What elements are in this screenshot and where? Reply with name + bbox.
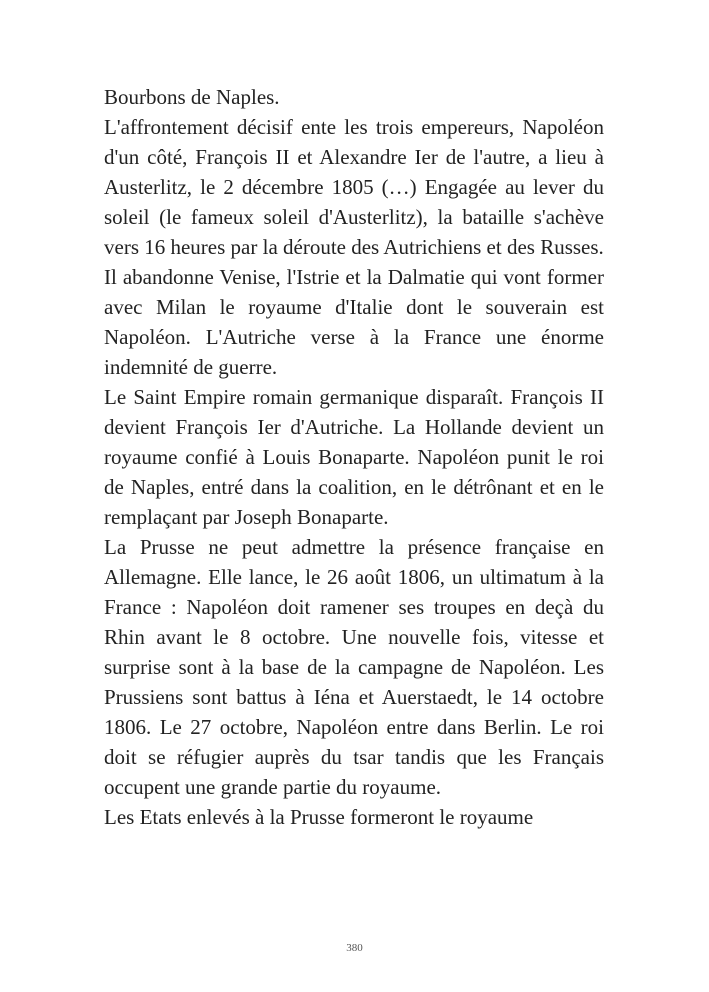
paragraph-1: Bourbons de Naples. (104, 85, 280, 109)
paragraph-5: La Prusse ne peut admettre la présence française en Allemagne. Elle lance, le 26 août 1806, un ultimatum à la France : Napoléon doit ramener ses troupes en deçà du Rhin avant le 8 octobre. Une nouvelle fois, vitesse et surprise sont à la base de la campagne de Napoléon. Les Prussiens sont battus à Iéna et Auerstaedt, le 14 octobre 1806. Le 27 octobre, Napoléon entre dans Berlin. Le roi doit se réfugier auprès du tsar tandis que les Français occupent une grande partie du royaume. (104, 535, 604, 799)
paragraph-2: L'affrontement décisif ente les trois empereurs, Napoléon d'un côté, François II et Alexandre Ier de l'autre, a lieu à Austerlitz, le 2 décembre 1805 (…) Engagée au lever du soleil (le fameux soleil d'Austerlitz), la bataille s'achève vers 16 heures par la déroute des Autrichiens et des Russes. (104, 115, 604, 259)
paragraph-3: Il abandonne Venise, l'Istrie et la Dalmatie qui vont former avec Milan le royaume d'Italie dont le souverain est Napoléon. L'Autriche verse à la France une énorme indemnité de guerre. (104, 265, 604, 379)
paragraph-6: Les Etats enlevés à la Prusse formeront le royaume (104, 805, 534, 829)
body-text (104, 82, 604, 832)
page-number: 380 (346, 942, 363, 954)
paragraph-4: Le Saint Empire romain germanique disparaît. François II devient François Ier d'Autriche. La Hollande devient un royaume confié à Louis Bonaparte. Napoléon punit le roi de Naples, entré dans la coalition, en le détrônant et en le remplaçant par Joseph Bonaparte. (104, 385, 604, 529)
